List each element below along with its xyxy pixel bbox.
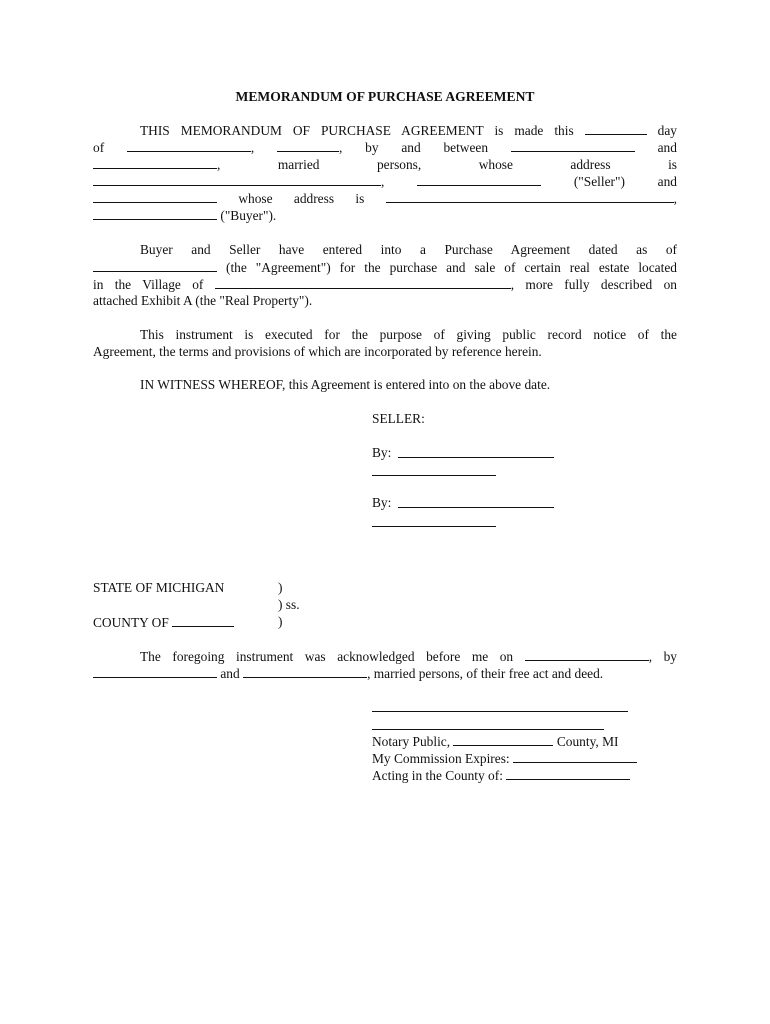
paragraph-agreement — [93, 241, 677, 309]
line: (the "Agreement") for the purchase and sale of certain real estate located — [93, 258, 677, 275]
line: of , , by and between and — [93, 140, 677, 155]
paragraph-acknowledgment — [93, 647, 677, 681]
venue-county: COUNTY OF — [93, 613, 234, 631]
line: Buyer and Seller have entered into a Purchase Agreement dated as of — [140, 242, 677, 257]
line: , ("Seller") and — [93, 172, 677, 189]
date-month-blank — [127, 138, 251, 152]
acting-county-blank — [506, 766, 630, 780]
seller-address-blank — [93, 172, 381, 186]
seller-signature-line-1 — [398, 457, 554, 458]
seller-name-blank-2 — [93, 155, 217, 169]
notary-county-blank — [453, 732, 553, 746]
paragraph-parties — [93, 121, 677, 223]
by-label-2: By: — [372, 495, 392, 510]
commission-expires-line: My Commission Expires: — [372, 749, 637, 767]
paragraph-purpose — [93, 326, 677, 360]
witness-whereof: IN WITNESS WHEREOF, this Agreement is entered into on the above date. — [140, 377, 551, 392]
line: in the Village of , more fully described on — [93, 277, 677, 292]
ack-date-blank — [525, 647, 649, 661]
date-year-blank — [277, 138, 339, 152]
notary-signature-line — [372, 711, 628, 712]
ack-person-blank-2 — [243, 664, 367, 678]
seller-name-line-2 — [372, 526, 496, 527]
line: , married persons, whose address is — [93, 155, 677, 172]
notary-public-line: Notary Public, County, MI — [372, 734, 619, 749]
venue-paren-3: ) — [278, 614, 283, 629]
commission-expires-blank — [513, 749, 637, 763]
line: This instrument is executed for the purpose of giving public record notice of the — [140, 327, 677, 342]
seller-name-blank-1 — [511, 138, 635, 152]
venue-state: STATE OF MICHIGAN — [93, 580, 225, 595]
line: ("Buyer"). — [93, 206, 677, 223]
seller-address-blank-2 — [417, 172, 541, 186]
seller-signature-line-2 — [398, 507, 554, 508]
line: THIS MEMORANDUM OF PURCHASE AGREEMENT is made this day — [140, 123, 677, 138]
ack-person-blank-1 — [93, 664, 217, 678]
county-blank — [172, 613, 234, 627]
village-blank — [215, 275, 511, 289]
agreement-date-blank — [93, 258, 217, 272]
acting-county-line: Acting in the County of: — [372, 766, 630, 784]
line: attached Exhibit A (the "Real Property"). — [93, 293, 313, 308]
buyer-name-blank-1 — [93, 189, 217, 203]
line: Agreement, the terms and provisions of which are incorporated by reference herein. — [93, 344, 542, 359]
buyer-address-blank — [386, 189, 674, 203]
buyer-name-blank-2 — [93, 206, 217, 220]
venue-paren-1: ) — [278, 580, 283, 595]
seller-name-line-1 — [372, 475, 496, 476]
seller-label: SELLER: — [372, 411, 425, 426]
document-title: MEMORANDUM OF PURCHASE AGREEMENT — [235, 89, 535, 104]
date-day-blank — [585, 121, 647, 135]
by-label-1: By: — [372, 445, 392, 460]
line: The foregoing instrument was acknowledged before me on , by — [140, 649, 677, 664]
notary-name-line — [372, 729, 604, 730]
venue-ss: ) ss. — [278, 597, 300, 612]
line: and , married persons, of their free act and deed. — [93, 664, 677, 681]
line: whose address is , — [93, 189, 677, 206]
